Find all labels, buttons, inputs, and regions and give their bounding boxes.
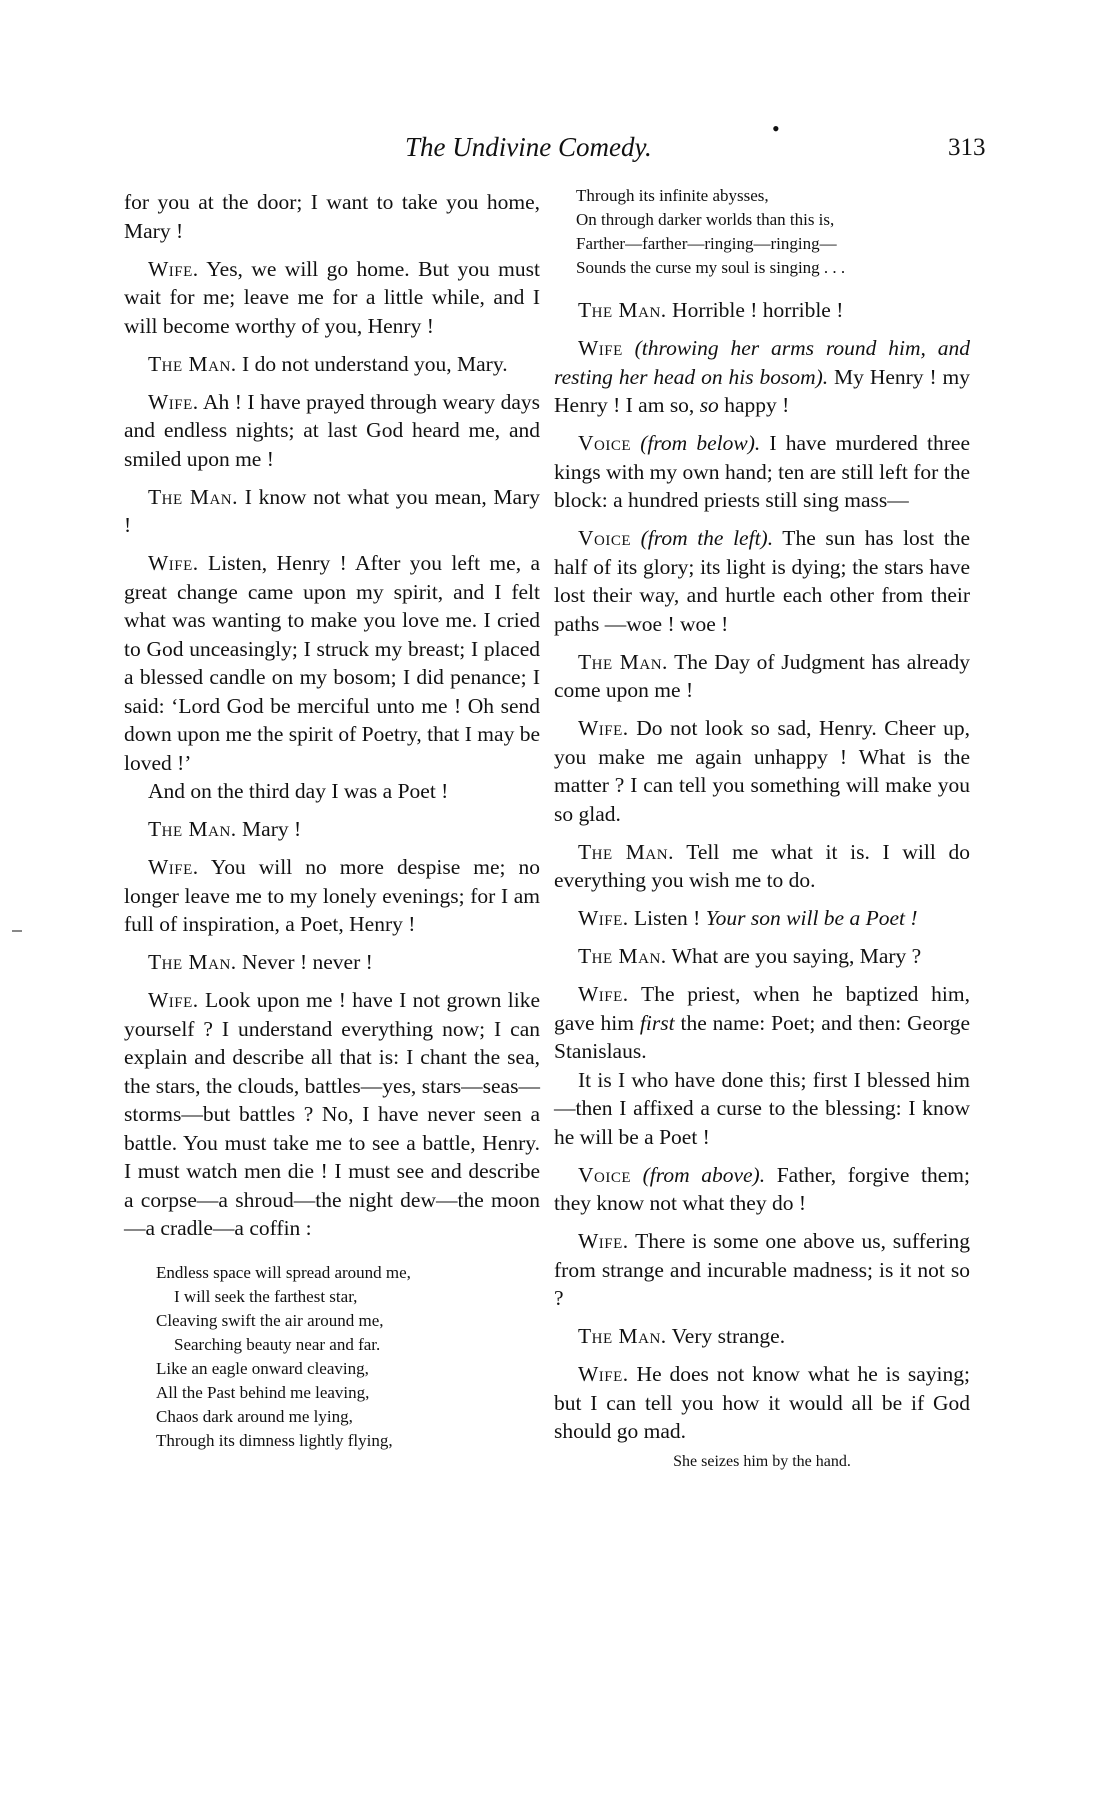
speaker-name: The Man. — [148, 817, 237, 841]
paragraph — [554, 942, 970, 971]
dialogue-text: Father, forgive them; they know not what they do ! — [554, 1162, 970, 1215]
speaker-name: Wife. — [148, 389, 199, 414]
italic-text: first — [639, 1010, 675, 1035]
dialogue-text: And on the third day I was a Poet ! — [148, 779, 449, 803]
left-column — [124, 188, 540, 1467]
verse-line: Like an eagle onward cleaving, — [156, 1358, 369, 1378]
paragraph — [554, 1227, 970, 1313]
dialogue-text: Listen ! — [628, 906, 706, 930]
right-column — [554, 184, 970, 1476]
paragraph — [554, 648, 970, 705]
paragraph — [554, 429, 970, 515]
dialogue-text: Very strange. — [666, 1324, 786, 1348]
dialogue-text: What are you saying, Mary ? — [666, 944, 922, 968]
paragraph — [554, 1360, 970, 1446]
verse-line: Farther—farther—ringing—ringing— — [576, 234, 837, 253]
speaker-name: Voice — [578, 431, 632, 455]
paragraph — [124, 350, 540, 379]
speaker-name: The Man. — [578, 649, 668, 674]
speaker-name: The Man. — [578, 298, 667, 322]
verse-line: Through its infinite abysses, — [576, 186, 769, 205]
dialogue-text: It is I who have done this; first I blessed him—then I affixed a curse to the blessing: I know he will be a Poet ! — [554, 1067, 970, 1149]
paragraph — [124, 549, 540, 777]
verse-line: Cleaving swift the air around me, — [156, 1310, 384, 1330]
paragraph — [554, 1161, 970, 1218]
speaker-name: The Man. — [578, 839, 674, 864]
paragraph — [554, 980, 970, 1066]
verse-line: Through its dimness lightly flying, — [156, 1430, 393, 1450]
ink-dot: • — [772, 116, 780, 141]
dialogue-text: Do not look so sad, Henry. Cheer up, you make me again unhappy ! What is the matter ? I can tell you something will make you so glad. — [554, 716, 970, 826]
dialogue-text: happy ! — [718, 393, 790, 417]
dialogue-text: Ah ! I have prayed through weary days and endless nights; at last God heard me, and smiled upon me ! — [124, 389, 540, 471]
speaker-name: Wife. — [578, 1229, 629, 1253]
paragraph — [124, 948, 540, 977]
verse-line: I will seek the farthest star, — [174, 1286, 358, 1306]
paragraph — [554, 714, 970, 828]
speaker-name: Wife. — [148, 256, 199, 281]
speaker-name: The Man. — [148, 351, 237, 376]
dialogue-text: Tell me what it is. I will do everything you wish me to do. — [554, 839, 970, 892]
paragraph — [554, 1066, 970, 1152]
dialogue-text: The sun has lost the half of its glory; its light is dying; the stars have lost their way, and hurtle each other from their paths —woe ! woe ! — [554, 526, 970, 636]
paragraph — [554, 1322, 970, 1351]
paragraph — [554, 296, 970, 325]
speaker-name: Wife. — [148, 855, 199, 879]
italic-text: so — [699, 393, 719, 417]
dialogue-text: Never ! never ! — [236, 950, 373, 974]
verse-line: Sounds the curse my soul is singing . . . — [576, 258, 846, 277]
dialogue-text: Yes, we will go home. But you must wait for me; leave me for a little while, and I will become worthy of you, Henry ! — [124, 256, 540, 338]
dialogue-text: I do not understand you, Mary. — [236, 351, 508, 376]
speaker-name: Wife. — [578, 982, 629, 1006]
speaker-name: Wife. — [578, 1362, 629, 1386]
dialogue-text: He does not know what he is saying; but I can tell you how it would all be if God should go mad. — [554, 1362, 970, 1443]
verse-line: All the Past behind me leaving, — [156, 1382, 370, 1402]
verse-line: Endless space will spread around me, — [156, 1262, 411, 1282]
dialogue-text: the name: Poet; and then: George Stanislaus. — [554, 1010, 970, 1063]
speaker-name: Wife. — [148, 988, 199, 1012]
dialogue-text: My Henry ! my Henry ! I am so, — [554, 364, 970, 417]
paragraph — [124, 986, 540, 1243]
speaker-name: Wife. — [578, 716, 629, 740]
speaker-name: The Man. — [148, 484, 239, 509]
italic-text: (from the left). — [631, 526, 774, 550]
paragraph — [124, 483, 540, 540]
italic-text: Your son will be a Poet ! — [705, 906, 918, 930]
dialogue-text: Look upon me ! have I not grown like yourself ? I understand everything now; I can explain and describe all that is: I chant the sea, the stars, the clouds, battles—yes, stars—seas—storms—but battles ? No, I have never seen a battle. You must take me to see a battle, Henry. I must watch men die ! I must see and describe a corpse—a shroud—the night dew—the moon—a cradle—a coffin : — [124, 988, 540, 1240]
speaker-name: Wife. — [578, 906, 629, 930]
dialogue-text: I have murdered three kings with my own hand; ten are still left for the block: a hundred priests still sing mass— — [554, 431, 971, 512]
speaker-name: Wife. — [148, 551, 199, 575]
italic-text: (from above). — [631, 1162, 766, 1187]
paragraph — [554, 904, 970, 933]
verse-line: Searching beauty near and far. — [174, 1334, 381, 1354]
running-title: The Undivine Comedy. — [405, 132, 652, 162]
verse-block — [576, 184, 970, 280]
speaker-name: The Man. — [148, 950, 237, 974]
verse-line: On through darker worlds than this is, — [576, 210, 835, 229]
speaker-name: Voice — [578, 526, 632, 550]
dialogue-text: Listen, Henry ! After you left me, a great change came upon my spirit, and I felt what was wanting to make you love me. I cried to God unceasingly; I struck my breast; I placed a blessed candle on my bosom; I did penance; I said: ‘Lord God be merciful unto me ! Oh send down upon me the spirit of Poetry, that I may be loved !’ — [124, 551, 540, 775]
speaker-name: Voice — [578, 1162, 632, 1187]
running-header — [0, 116, 1120, 172]
dialogue-text: for you at the door; I want to take you home, Mary ! — [124, 190, 540, 243]
paragraph — [124, 255, 540, 341]
dialogue-text: Mary ! — [236, 817, 302, 841]
paragraph — [124, 777, 540, 806]
page-number: 313 — [948, 134, 986, 161]
verse-line: Chaos dark around me lying, — [156, 1406, 353, 1426]
paragraph — [554, 524, 970, 638]
dialogue-text: Horrible ! horrible ! — [666, 298, 844, 322]
stage-direction: She seizes him by the hand. — [673, 1452, 851, 1470]
dialogue-text: The priest, when he baptized him, gave him — [554, 982, 970, 1035]
paragraph — [124, 853, 540, 939]
italic-text: (throwing her arms round him, and resting her head on his bosom). — [554, 336, 970, 389]
dialogue-text: The Day of Judgment has already come upon me ! — [554, 649, 970, 702]
italic-text: (from below). — [631, 431, 761, 455]
speaker-name: The Man. — [578, 1324, 667, 1348]
dialogue-text: I know not what you mean, Mary ! — [124, 484, 540, 537]
speaker-name: Wife — [578, 336, 623, 360]
paragraph — [124, 188, 540, 245]
margin-mark — [12, 930, 22, 932]
dialogue-text: There is some one above us, suffering from strange and incurable madness; is it not so ? — [554, 1229, 970, 1310]
speaker-name: The Man. — [578, 944, 667, 968]
paragraph — [124, 388, 540, 474]
dialogue-text: You will no more despise me; no longer leave me to my lonely evenings; for I am full of inspiration, a Poet, Henry ! — [124, 855, 540, 936]
verse-block — [156, 1261, 540, 1453]
paragraph — [554, 838, 970, 895]
paragraph — [554, 334, 970, 420]
paragraph — [124, 815, 540, 844]
